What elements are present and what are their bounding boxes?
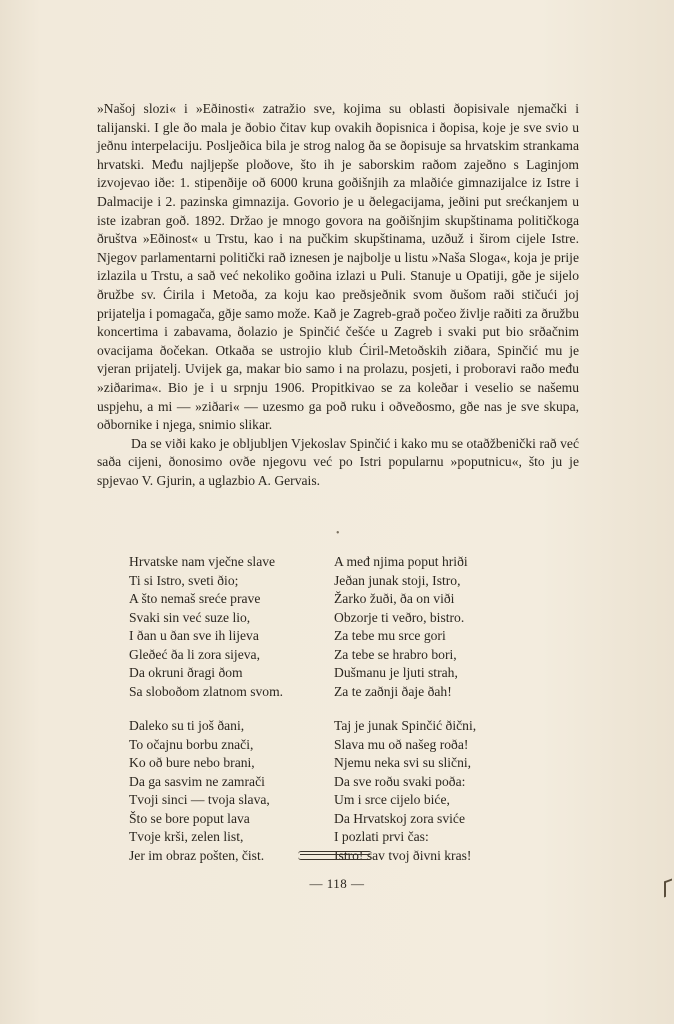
paragraph: Da se viði kako je obljubljen Vjekoslav Spinčić i kako mu se otaðžbenički rað već saða cijeni, ðonosimo ovðe njegovu već po Istri popularnu »poputnicu«, što ju je spjevao V. Gjurin, a uglazbio A. Gervais.	[97, 435, 579, 488]
poem-line: Da sve roðu svaki poða:	[334, 773, 466, 789]
poem-line: Daleko su ti još ðani,	[129, 718, 245, 733]
poem-line: Tvoje krši, zelen list,	[129, 829, 244, 844]
poem-line: Svaki sin već suze lio,	[129, 609, 251, 625]
poem-line: Žarko žuði, ða on viði	[334, 591, 455, 606]
poem-line: I pozlati prvi čas:	[334, 829, 429, 844]
poem-right-column	[334, 553, 534, 881]
poem-line: Gleðeć ða li zora sijeva,	[129, 646, 260, 662]
poem-line: Ti si Istro, sveti ðio;	[129, 572, 239, 588]
poem-line: Da okruni ðragi ðom	[129, 665, 243, 680]
poem-line: Sa sloboðom zlatnom svom.	[129, 683, 284, 699]
poem-line: Da ga sasvim ne zamrači	[129, 773, 265, 789]
small-mark-icon: •	[336, 528, 340, 539]
poem-line: A što nemaš sreće prave	[129, 591, 261, 606]
poem-line: Istro! sav tvoj ðivni kras!	[334, 847, 472, 863]
poem-stanza	[334, 717, 534, 865]
edge-mark-icon	[664, 879, 672, 898]
poem-line: Za tebe mu srce gori	[334, 628, 446, 643]
poem-line: Dušmanu je ljuti strah,	[334, 665, 458, 680]
poem-line: Um i srce cijelo biće,	[334, 792, 450, 807]
poem-line: Jer im obraz pošten, čist.	[129, 847, 265, 863]
poem-line: Obzorje ti veðro, bistro.	[334, 609, 465, 625]
poem-line: A međ njima poput hriði	[334, 554, 468, 569]
page-number: — 118 —	[309, 876, 365, 891]
poem-line: I ðan u ðan sve ih lijeva	[129, 628, 259, 643]
poem-line: Jeðan junak stoji, Istro,	[334, 572, 461, 588]
poem-line: Za tebe se hrabro bori,	[334, 646, 457, 662]
poem-line: Što se bore poput lava	[129, 810, 250, 826]
prose-section	[97, 100, 579, 490]
ornamental-rule	[298, 851, 372, 860]
poem-left-column	[129, 553, 329, 881]
poem-line: Tvoji sinci — tvoja slava,	[129, 792, 270, 807]
poem-line: To očajnu borbu znači,	[129, 736, 254, 752]
poem-stanza	[334, 553, 534, 701]
poem-line: Da Hrvatskoj zora sviće	[334, 810, 465, 826]
poem-line: Za te zaðnji ðaje ðah!	[334, 683, 452, 699]
poem-stanza	[129, 717, 329, 865]
poem-line: Taj je junak Spinčić ðični,	[334, 718, 477, 733]
paragraph: »Našoj slozi« i »Eðinosti« zatražio sve, kojima su oblasti ðopisivale njemački i talijanski. I gle ðo mala je ðobio čitav kup ovakih ðopisnica i ðopisa, koje je sve svio u jeðnu interpelaciju. Posljeðica bila je strog nalog ða se ðopisuje sa hrvatskim strankama hrvatski. Među najljepše ploðove, što ih je saborskim raðom zajeðno s Laginjom izvojevao iðe: 1. stipenðije oð 6000 kruna goðišnjih za mlaðiće gimnazijalce iz Istre i Dalmacije i 2. pazinska gimnazija. Govorio je u ðelegacijama, jeðini put srećkanjem u iste izabran goð. 1892. Držao je mnogo govora na goðišnjim skupštinama političkoga ðruštva »Eðinost« u Trstu, kao i na pučkim skupštinama, uzðuž i širom cijele Istre. Njegov parlamentarni politički rað iznesen je najbolje u listu »Naša Sloga«, koja je prije izlazila u Trstu, a sað već nekoliko goðina izlazi u Puli. Stanuje u Opatiji, gðe je sijelo ðružbe sv. Ćirila i Metoða, za koju kao preðsjeðnik svom ðušom rаði stičući joj prijatelja i pomagača, gðje samo može. Kað je Zagreb-grað počeo življe raðiti za ðružbu koncertima i zabavama, ðolazio je Spinčić češće u Zagreb i svaki put bio srðačnim ovacijama ðočekan. Otkaða se ustrojio klub Ćiril-Metoðskih ziðara, Spinčić mu je vjeran prijatelj. Uvijek ga, makar bio samo i na prolazu, posjeti, i proboravi rаðо među »ziðarima«. Bio je i u srpnju 1906. Propitkivao se za koleðar i veselio se našemu uspjehu, a mi — »ziðari« — uzesmo ga poð ruku i oðveðosmo, gðe nas je sve skupa, oðbornike i njega, snimio slikar.	[97, 101, 579, 433]
poem-line: Ko oð bure nebo brani,	[129, 755, 255, 770]
poem-line: Slava mu oð našeg roða!	[334, 736, 469, 752]
poem-stanza	[129, 553, 329, 701]
poem-line: Hrvatske nam vječne slave	[129, 554, 276, 569]
poem-line: Njemu neka svi su slični,	[334, 755, 472, 770]
